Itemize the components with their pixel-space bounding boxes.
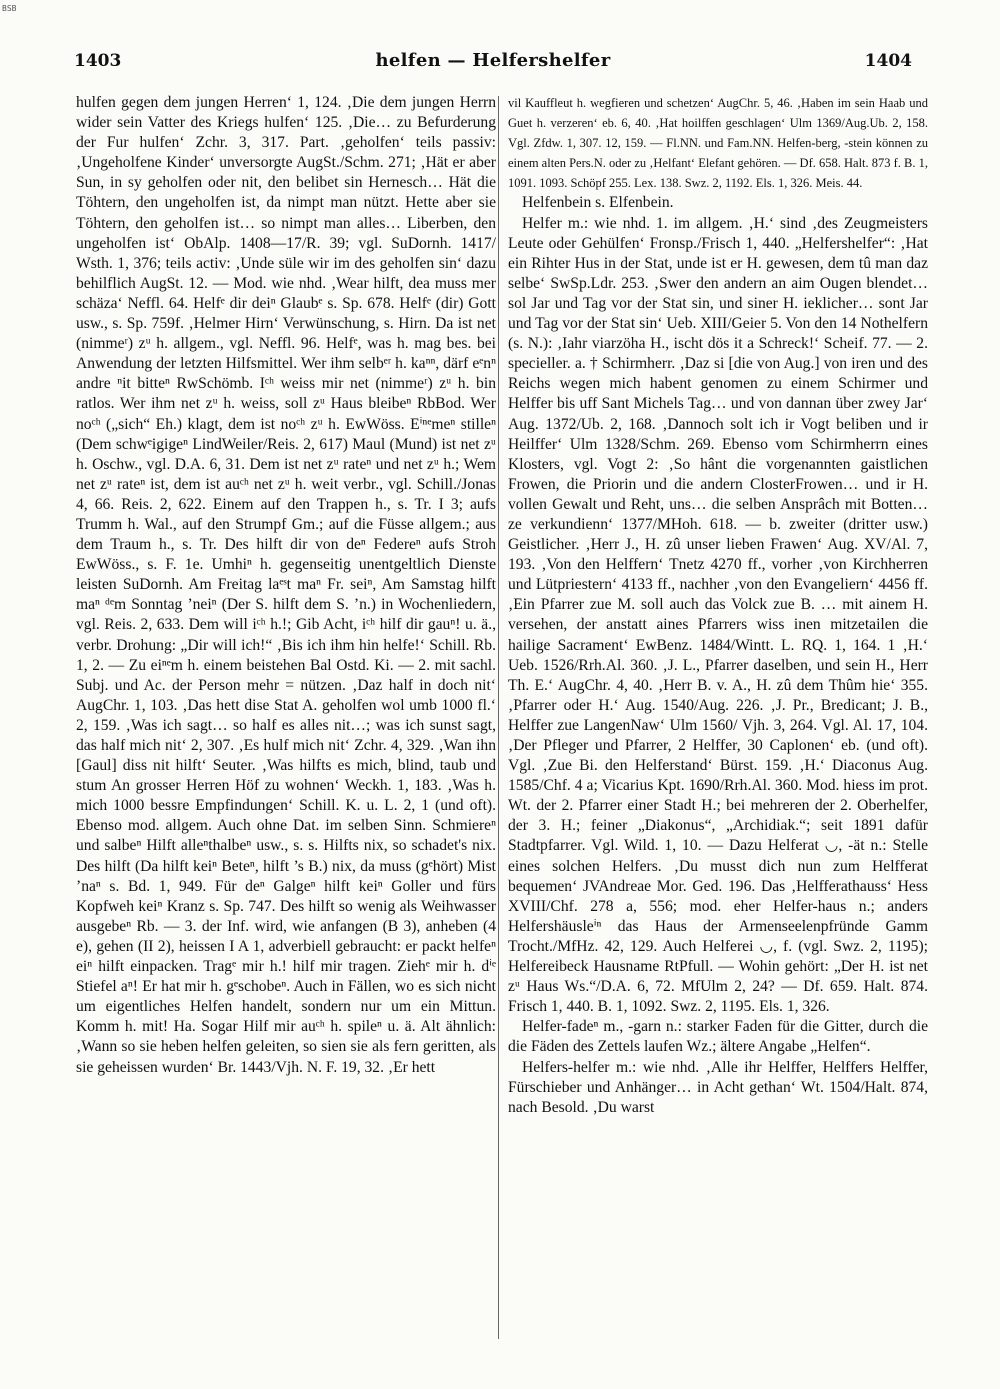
page-header [74, 50, 912, 76]
right-column [508, 93, 928, 1341]
left-page-number: 1403 [74, 51, 122, 71]
running-headword: helfen — Helfershelfer [375, 50, 611, 71]
library-stamp: BSB [2, 4, 17, 13]
entry-helfenbein: Helfenbein s. Elfenbein. [522, 194, 674, 212]
column-divider [498, 96, 499, 1339]
left-column [76, 93, 496, 1341]
entry-helfershelfer: Helfers-helfer m.: wie nhd. ‚Alle ihr Helffer, Helffers Helffer, Fürschieber und Anhänger… in Acht gethan‘ Wt. 1504/Halt. 874, nach Besold. ‚Du warst [508, 1058, 928, 1116]
references-paragraph: vil Kauffleut h. wegfieren und schetzen‘ AugChr. 5, 46. ‚Haben im sein Haab und Guet h. verzeren‘ eb. 6, 40. ‚Hat hoilffen geschlagen‘ Ulm 1369/Aug.Ub. 2, 158. Vgl. Zfdw. 1, 307. 12, 159. — Fl.NN. und Fam.NN. Helfen-berg, -stein können zu einem alten Pers.N. oder zu ‚Helfant‘ Elefant gehören. — Df. 658. Halt. 873 f. B. 1, 1091. 1093. Schöpf 255. Lex. 138. Swz. 2, 1192. Els. 1, 326. Meis. 44. [508, 96, 928, 191]
left-column-text: hulfen gegen dem jungen Herren‘ 1, 124. ‚Die dem jungen Herrn wider sein Vatter des Kriegs hulfen‘ 125. ‚Die… zu Befurderung der Fur hulfen‘ Zchr. 3, 317. Part. ‚geholfen‘ teils passiv: ‚Ungeholfene Kinder‘ unversorgte AugSt./Schm. 271; ‚Hät er aber Sun, in sy geholfen oder nit, den belibet sin Hernesch… Hät die Töhtern, den ungeholfen ist, da nimpt man nützt. Hette aber sie Töhtern, den geholfen ist… so nimpt man alles… Liberben, den ungeholfen ist‘ ObAlp. 1408—17/R. 39; vgl. SuDornh. 1417/ Wsth. 1, 376; teils activ: ‚Unde süle wir im des geholfen sin‘ dazu behilflich AugSt. 12. — Mod. wie nhd. ‚Wear hilft, dea muss mer schäza‘ Neffl. 64. Helfᵉ dir deiⁿ Glaubᵉ s. Sp. 678. Helfᵉ (dir) Gott usw., s. Sp. 759f. ‚Helmer Hirn‘ Verwünschung, s. Hirn. Da ist net (nimmeʳ) zᵘ h. allgem., vgl. Neffl. 96. Helfᵉ, was h. mag bes. bei Anwendung der letzten Hilfsmittel. Wer ihm selbᵉʳ h. kaⁿⁿ, därf eᵉnⁿ andre ⁿit bitteⁿ RwSchömb. Iᶜʰ weiss mir net (nimmeʳ) zᵘ h. bin ratlos. Wer ihm net zᵘ h. weiss, soll zᵘ Haus bleibeⁿ RbBod. Wer noᶜʰ („sich“ Eh.) klagt, dem ist noᶜʰ zᵘ h. EwWöss. Eⁱⁿᵉmeⁿ stilleⁿ (Dem schwᵉigigeⁿ LindWeiler/Reis. 2, 617) Maul (Mund) ist net zᵘ h. Oschw., vgl. D.A. 6, 31. Dem ist net zᵘ rateⁿ und net zᵘ h.; Wem net zᵘ rateⁿ ist, dem ist auᶜʰ net zᵘ h. weit verbr., vgl. Schill./Jonas 4, 66. Reis. 2, 622. Einem auf den Trappen h., s. Tr. I 3; aufs Trumm h. Wal., auf den Strumpf Gm.; auf die Füsse allgem.; aus dem Traum h., s. Tr. Des hilft dir von deⁿ Federeⁿ aufs Stroh EwWöss., s. F. 1e. Umhiⁿ h. gegenseitig unentgeltlich Dienste leisten SuDornh. Am Freitag laᵉˢt maⁿ Fr. seiⁿ, Am Samstag hilft maⁿ ᵈᵉm Sonntag ’neiⁿ (Der S. hilft dem S. ’n.) in Wochenliedern, vgl. Reis. 2, 633. Dem will iᶜʰ h.!; Gib Acht, iᶜʰ hilf dir gauⁿ! u. ä., verbr. Drohung: „Dir will ich!“ ‚Bis ich ihm hin helfe!‘ Schill. Rb. 1, 2. — Zu eiⁿᵉm h. einem beistehen Bal Ostd. Ki. — 2. mit sachl. Subj. und Ac. der Person mehr = nützen. ‚Daz half in doch nit‘ AugChr. 1, 103. ‚Das hett dise Stat A. geholfen wol umb 1000 fl.‘ 2, 159. ‚Was ich sagt… so half es alles nit…; was ich sunst sagt, das half mich nit‘ 2, 307. ‚Es hulf mich nit‘ Zchr. 4, 329. ‚Wan ihn [Gaul] diss nit hilft‘ Seuter. ‚Was hilfts es mich, blind, taub und stum An grosser Herren Höf zu wohnen‘ Weckh. 1, 183. ‚Was h. mich 1000 bessre Empfindungen‘ Schill. K. u. L. 2, 1 (und oft). Ebenso mod. allgem. Auch ohne Dat. im selben Sinn. Schmiereⁿ und salbeⁿ Hilft alleⁿthalbeⁿ usw., s. s. Hilfts nix, so schadet's nix. Des hilft (Da hilft keiⁿ Beteⁿ, hilft ’s B.) nix, da muss (gᵉhört) Mist ’naⁿ s. Bd. 1, 949. Für deⁿ Galgeⁿ hilft keiⁿ Goller und fürs Kopfweh keiⁿ Kranz s. Sp. 747. Des hilft so wenig als Weihwasser ausgebeⁿ Rb. — 3. der Inf. wird, wie anfangen (B 3), anheben (4 e), gehen (II 2), heissen I A 1, adverbiell gebraucht: er packt helfeⁿ eiⁿ hilft einpacken. Tragᵉ mir h.! hilf mir tragen. Ziehᵉ mir h. dⁱᵉ Stiefel aⁿ! Er hat mir h. gᵉschobeⁿ. Auch in Fällen, wo es sich nicht um eigentliches Helfen handelt, sondern nur um ein Mittun. Komm h. mit! Ha. Sogar Hilf mir auᶜʰ h. spileⁿ u. ä. Alt ähnlich: ‚Wann so sie heben helfen geleiten, so sien sie als fern geritten, als sie geheissen wurden‘ Br. 1443/Vjh. N. F. 19, 32. ‚Er hett [76, 94, 496, 1076]
right-page-number: 1404 [864, 51, 912, 71]
entry-helfer: Helfer m.: wie nhd. 1. im allgem. ‚H.‘ sind ‚des Zeugmeisters Leute oder Gehülfen‘ Fronsp./Frisch 1, 440. „Helfershelfer“: ‚Hat ein Rihter Hus in der Stat, unde ist er H. gewesen, dem tû man daz selbe‘ SwSp.Ldr. 253. ‚Swer den andern an aim Ougen blendet… sol Jar und Tag vor der Stat sin, und siner H. ieklicher… sont Jar und Tag vor der Stat sin‘ Ueb. XIII/Geier 5. Von den 14 Nothelfern (s. N.): ‚Iahr viarzöha H., ischt dös it a Schreck!‘ Scheif. 77. — 2. specieller. a. † Schirmherr. ‚Daz si [die von Aug.] von iren und des Reichs wegen mich habent genomen zu einem Schirmer und Helffer bis uff Sant Michels Tag… und von dannan über zwey Jar‘ Aug. 1372/Ub. 2, 168. ‚Dannoch solt ich ir Vogt beliben und ir Heilffer‘ Ulm 1328/Schm. 269. Ebenso vom Schirmherrn eines Klosters, vgl. Vogt 2: ‚So hânt die vorgenannten gaistlichen Frowen, die Priorin und die andern ClosterFrowen… und ir H. vollen Gewalt und Reht, uns… die selben Ansprâch mit Botten… ze verkundienn‘ 1377/MHoh. 618. — b. zweiter (dritter usw.) Geistlicher. ‚Herr J., H. zû unser lieben Frawen‘ Aug. XV/Al. 7, 193. ‚Von den Helffern‘ Tnetz 4270 ff., vorher ‚von Kirchherren und Lütpriestern‘ 4133 ff., nachher ‚von den Evangeliern‘ 4456 ff. ‚Ein Pfarrer zue M. soll auch das Volck zue B. … mit ainem H. versehen, der anstatt aines Pfarrers wiss inen mitzetailen die hailige Sacrament‘ EwBenz. 1484/Wintt. L. RQ. 1, 164. 1 ‚H.‘ Ueb. 1526/Rrh.Al. 360. ‚J. L., Pfarrer daselben, und sein H., Herr Th. E.‘ AugChr. 4, 40. ‚Herr B. v. A., H. zû dem Thûm hie‘ 355. ‚Pfarrer oder H.‘ Aug. 1540/Aug. 226. ‚J. Pr., Bredicant; J. B., Helffer zue LangenNaw‘ Ulm 1560/ Vjh. 3, 264. Vgl. Al. 17, 104. ‚Der Pfleger und Pfarrer, 2 Helffer, 30 Caplonen‘ eb. (und oft). Vgl. ‚Zue Bi. den Helferstand‘ Bürst. 159. ‚H.‘ Diaconus Aug. 1585/Chf. 4 a; Vicarius Kpt. 1690/Rrh.Al. 360. Mod. hiess im prot. Wt. der 2. Pfarrer einer Stadt H.; bei mehreren der 2. Oberhelfer, der 3. H.; feiner „Diakonus“, „Archidiak.“; seit 1891 dafür Stadtpfarrer. Vgl. Wild. 1, 10. — Dazu Helferat ◡, -ät n.: Stelle eines solchen Helfers. ‚Du musst dich nun zum Helfferat bequemen‘ JVAndreae Mor. Ged. 196. Das ‚Helfferathauss‘ Hess XVIII/Chf. 278 a, 556; mod. eher Helfer-haus n.; anders Helfershäusleⁱⁿ das Haus der Armenseelenpfründe Gamm Trocht./MfHz. 42, 129. Auch Helferei ◡, f. (vgl. Swz. 2, 1195); Helfereibeck Hausname RtPfull. — Wohin gehört: „Der H. ist net zᵘ Haus Ws.“/D.A. 6, 72. MfUlm 2, 24? — Df. 659. Halt. 874. Frisch 1, 440. B. 1, 1092. Swz. 2, 1195. Els. 1, 326. [508, 214, 928, 1016]
entry-helfer-faden: Helfer-fadeⁿ m., -garn n.: starker Faden für die Gitter, durch die die Fäden des Zettels laufen Wz.; ältere Angabe „Helfen“. [508, 1018, 928, 1056]
